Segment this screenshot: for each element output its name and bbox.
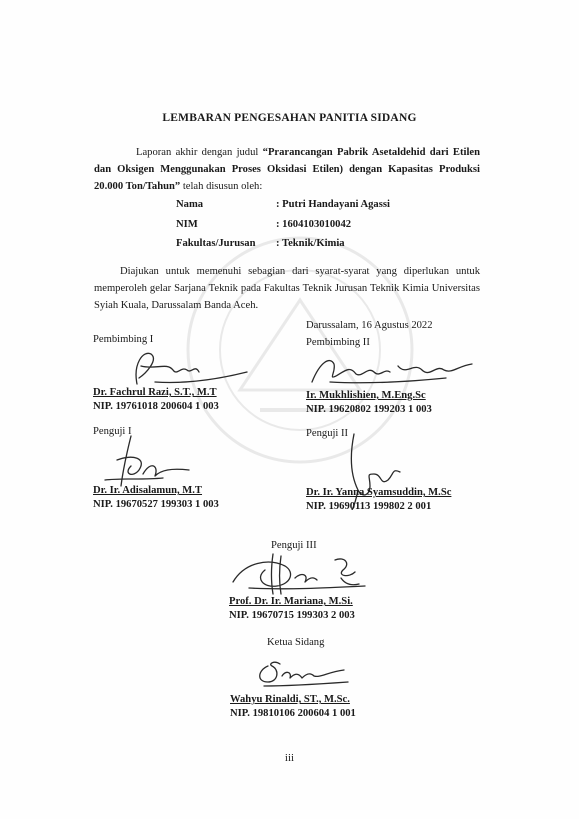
- page-title: LEMBARAN PENGESAHAN PANITIA SIDANG: [162, 112, 417, 124]
- role-pembimbing1: Pembimbing I: [93, 334, 154, 345]
- purpose-paragraph: [94, 263, 480, 314]
- role-penguji2: Penguji II: [306, 428, 349, 439]
- role-penguji1: Penguji I: [93, 426, 132, 437]
- identity-value-nim: : 1604103010042: [276, 219, 352, 230]
- role-penguji3: Penguji III: [271, 540, 317, 551]
- role-pembimbing2: Pembimbing II: [306, 337, 370, 348]
- identity-label-nim: NIM: [176, 219, 198, 230]
- intro-text: Laporan akhir dengan judul: [136, 147, 263, 158]
- identity-label-fakultas: Fakultas/Jurusan: [176, 238, 256, 249]
- nip-pembimbing2: NIP. 19620802 199203 1 003: [306, 404, 432, 415]
- nip-penguji1: NIP. 19670527 199303 1 003: [93, 499, 219, 510]
- report-title: “Prarancangan Pabrik Asetaldehid dari Etilen dan Oksigen Menggunakan Proses Oksidasi Etilen) dengan Kapasitas Produksi 20.000 Ton/Tahun”: [94, 147, 480, 192]
- name-penguji2: Dr. Ir. Yanna Syamsuddin, M.Sc: [306, 487, 452, 498]
- signature-penguji3: [225, 548, 385, 598]
- nip-penguji2: NIP. 19690113 199802 2 001: [306, 501, 432, 512]
- nip-penguji3: NIP. 19670715 199303 2 003: [229, 610, 355, 621]
- name-ketua: Wahyu Rinaldi, ST., M.Sc.: [230, 694, 350, 705]
- name-penguji3: Prof. Dr. Ir. Mariana, M.Si.: [229, 596, 353, 607]
- place-date: Darussalam, 16 Agustus 2022: [306, 320, 433, 331]
- name-pembimbing2: Ir. Mukhlishien, M.Eng.Sc: [306, 390, 426, 401]
- nip-ketua: NIP. 19810106 200604 1 001: [230, 708, 356, 719]
- name-penguji1: Dr. Ir. Adisalamun, M.T: [93, 485, 203, 496]
- intro-text-end: telah disusun oleh:: [180, 181, 263, 192]
- page-number: iii: [284, 752, 295, 764]
- nip-pembimbing1: NIP. 19761018 200604 1 003: [93, 401, 219, 412]
- signature-ketua: [250, 652, 360, 692]
- identity-value-fakultas: : Teknik/Kimia: [276, 238, 345, 249]
- purpose-text: Diajukan untuk memenuhi sebagian dari syarat-syarat yang diperlukan untuk memperoleh gelar Sarjana Teknik pada Fakultas Teknik Jurusan Teknik Kimia Universitas Syiah Kuala, Darussalam Banda Aceh.: [94, 266, 480, 311]
- name-pembimbing1: Dr. Fachrul Razi, S.T., M.T: [93, 387, 217, 398]
- identity-value-nama: : Putri Handayani Agassi: [276, 199, 390, 210]
- role-ketua: Ketua Sidang: [267, 637, 325, 648]
- identity-label-nama: Nama: [176, 199, 204, 210]
- signature-penguji1: [93, 430, 203, 490]
- signature-pembimbing2: [306, 352, 476, 388]
- signature-penguji2: [330, 430, 440, 510]
- signature-pembimbing1: [115, 344, 255, 390]
- intro-paragraph: [94, 144, 480, 195]
